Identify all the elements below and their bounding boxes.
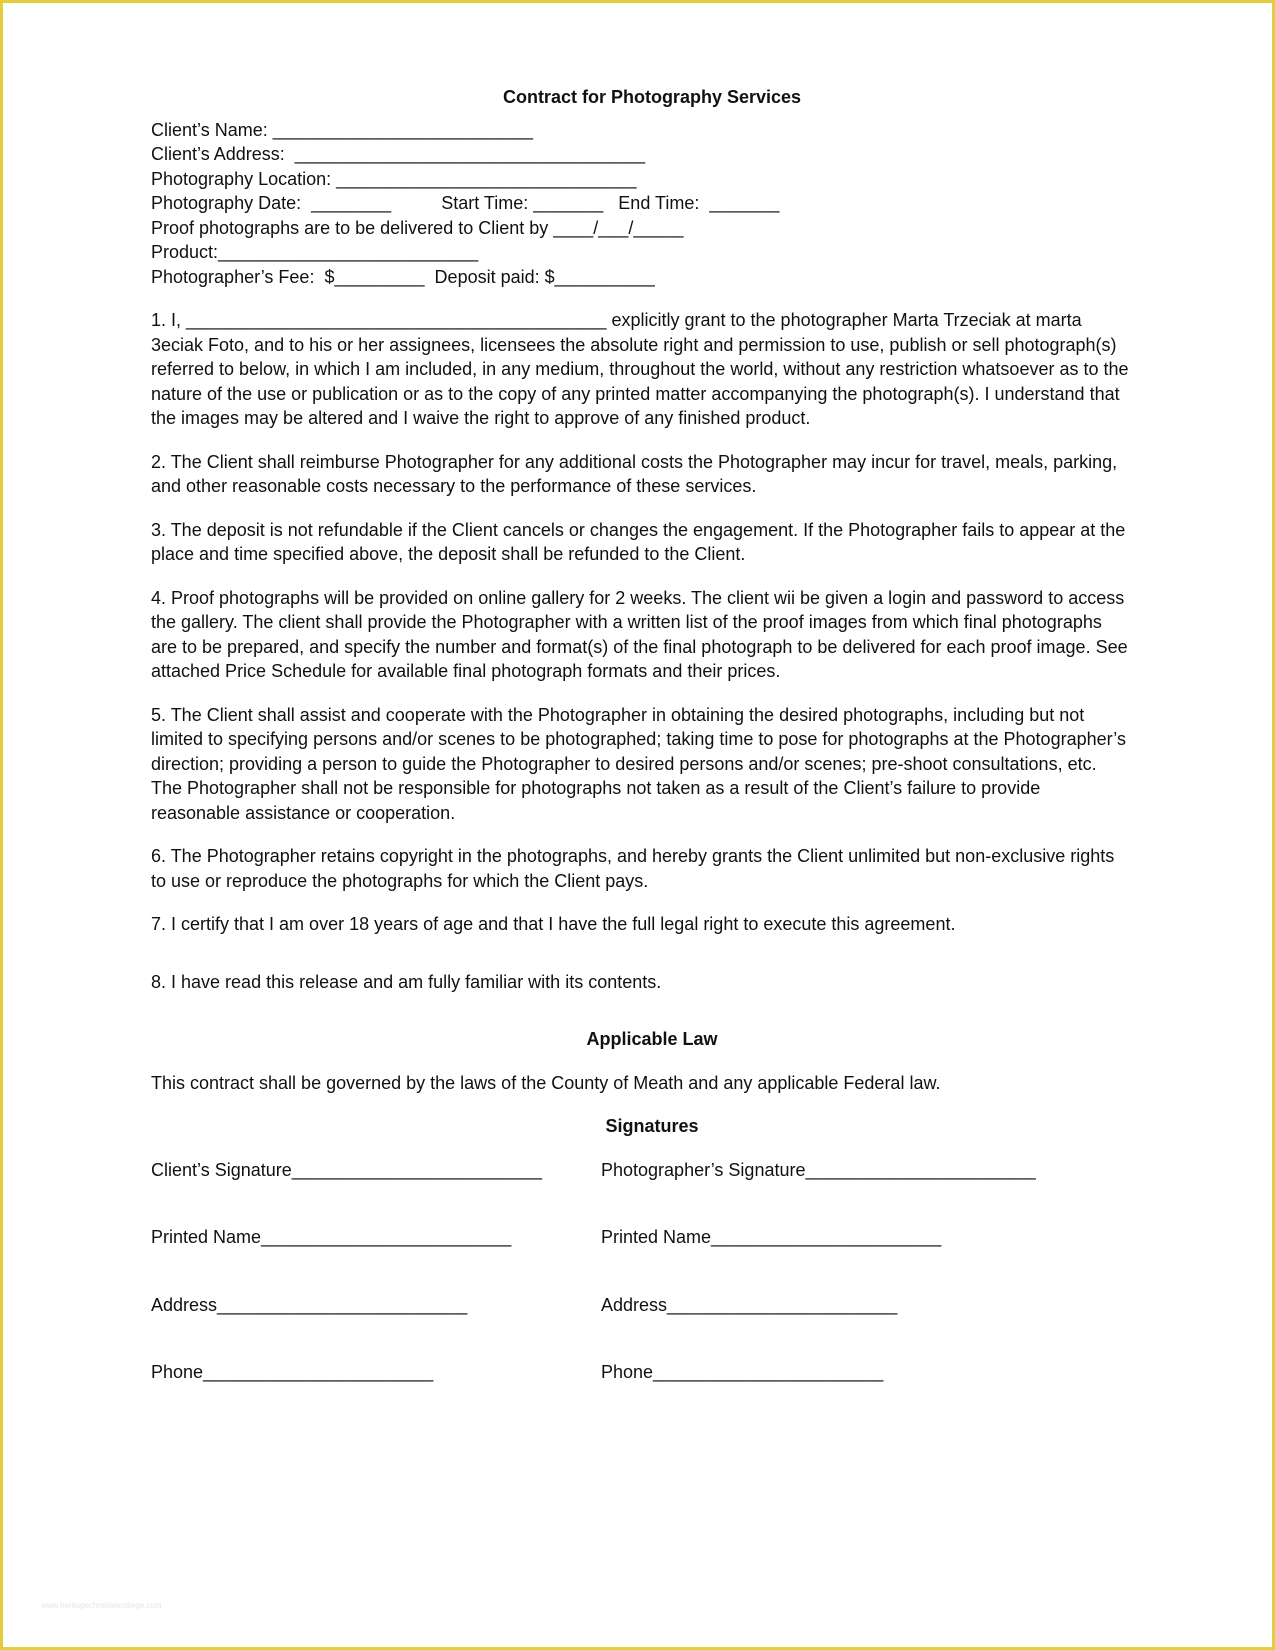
document-content bbox=[151, 85, 1131, 1385]
clause-8: 8. I have read this release and am fully familiar with its contents. bbox=[151, 971, 662, 992]
document-title: Contract for Photography Services bbox=[502, 87, 802, 107]
photographer-phone-line: Phone_______________________ bbox=[601, 1362, 884, 1382]
contract-fields bbox=[151, 118, 1131, 290]
applicable-law-text: This contract shall be governed by the laws of the County of Meath and any applicable Federal law. bbox=[151, 1072, 941, 1093]
clause-5: 5. The Client shall assist and cooperate with the Photographer in obtaining the desired photographs, including but not limited to specifying persons and/or scenes to be photographed; taking time to pose for photographs at the Photographer’s direction; providing a person to guide the Photographer to desired persons and/or scenes; pre-shoot consultations, etc. The Photographer shall not be responsible for photographs not taken as a result of the Client’s failure to provide reasonable assistance or cooperation. bbox=[151, 704, 1126, 823]
photography-date-time-field: Photography Date: ________ Start Time: _______ End Time: _______ bbox=[151, 193, 780, 213]
address-row bbox=[151, 1293, 1131, 1318]
photographer-signature-line: Photographer’s Signature_______________________ bbox=[601, 1159, 1036, 1180]
signature-row bbox=[151, 1158, 1131, 1183]
signatures-heading: Signatures bbox=[605, 1116, 699, 1136]
photographer-printed-name-line: Printed Name_______________________ bbox=[601, 1227, 942, 1247]
photographer-address-line: Address_______________________ bbox=[601, 1294, 898, 1315]
clause-7: 7. I certify that I am over 18 years of age and that I have the full legal right to execute this agreement. bbox=[151, 914, 956, 934]
client-name-field: Client’s Name: __________________________ bbox=[151, 119, 533, 140]
clause-1: 1. I, __________________________________________ explicitly grant to the photographer Marta Trzeciak at marta 3eciak Foto, and to his or her assignees, licensees the absolute right and permission to use, publish or sell photograph(s) referred to below, in which I am included, in any medium, throughout the world, without any restriction whatsoever as to the nature of the use or publication or as to the copy of any printed matter accompanying the photograph(s). I understand that the images may be altered and I waive the right to approve of any finished product. bbox=[151, 310, 1129, 428]
watermark-text: www.heritagechristiancollege.com bbox=[41, 1601, 162, 1610]
client-phone-line: Phone_______________________ bbox=[151, 1362, 434, 1382]
client-address-field: Client’s Address: ___________________________________ bbox=[151, 144, 646, 164]
phone-row bbox=[151, 1360, 1131, 1385]
product-field: Product:__________________________ bbox=[151, 242, 479, 262]
clause-2: 2. The Client shall reimburse Photographer for any additional costs the Photographer may incur for travel, meals, parking, and other reasonable costs necessary to the performance of these services. bbox=[151, 451, 1118, 496]
photography-location-field: Photography Location: ______________________________ bbox=[151, 168, 637, 189]
clause-3: 3. The deposit is not refundable if the Client cancels or changes the engagement. If the Photographer fails to appear at the place and time specified above, the deposit shall be refunded to the Client. bbox=[151, 519, 1126, 564]
clause-6: 6. The Photographer retains copyright in the photographs, and hereby grants the Client unlimited but non-exclusive rights to use or reproduce the photographs for which the Client pays. bbox=[151, 846, 1115, 891]
proof-delivery-date-field: Proof photographs are to be delivered to Client by ____/___/_____ bbox=[151, 217, 684, 238]
client-printed-name-line: Printed Name_________________________ bbox=[151, 1227, 512, 1247]
clause-4: 4. Proof photographs will be provided on online gallery for 2 weeks. The client wii be given a login and password to access the gallery. The client shall provide the Photographer with a written list of the proof images from which final photographs are to be prepared, and specify the number and format(s) of the final photograph to be delivered for each proof image. See attached Price Schedule for available final photograph formats and their prices. bbox=[151, 587, 1128, 681]
applicable-law-heading: Applicable Law bbox=[586, 1029, 718, 1049]
client-address-line: Address_________________________ bbox=[151, 1294, 468, 1315]
client-signature-line: Client’s Signature_________________________ bbox=[151, 1159, 543, 1180]
fee-deposit-field: Photographer’s Fee: $_________ Deposit paid: $__________ bbox=[151, 266, 655, 287]
printed-name-row bbox=[151, 1225, 1131, 1250]
